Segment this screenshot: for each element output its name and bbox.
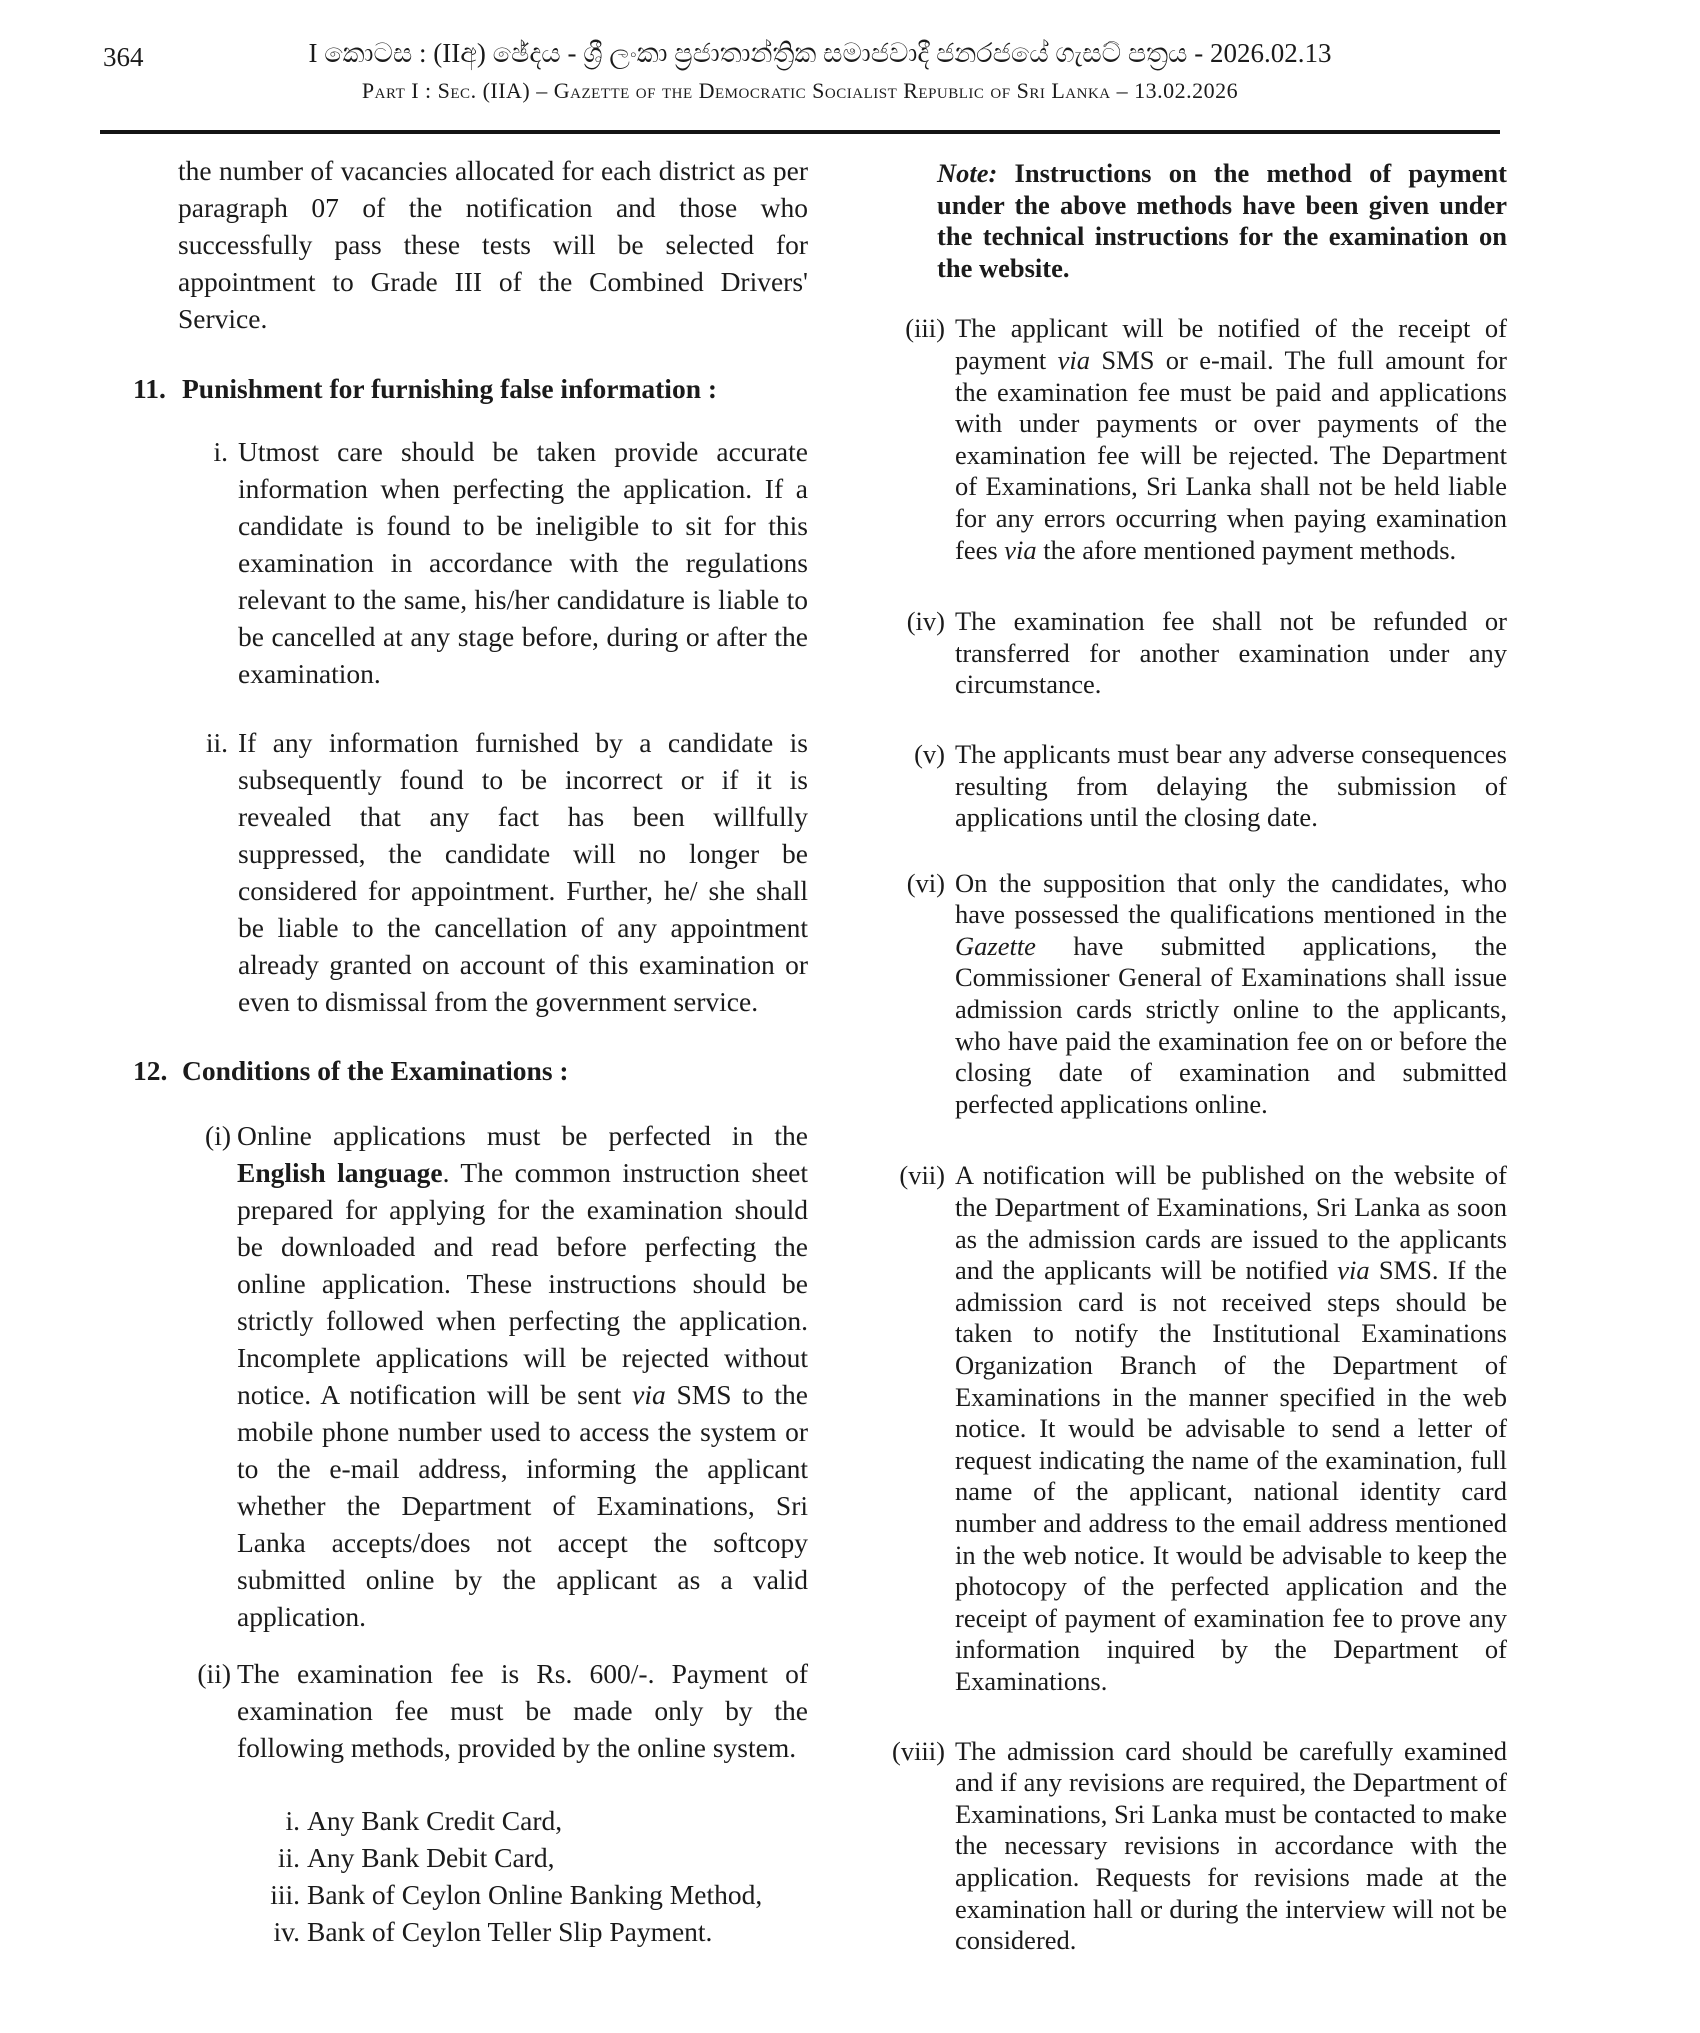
list-item: [133, 1913, 808, 1950]
list-item: [133, 1876, 808, 1913]
list-item: [133, 433, 808, 692]
header-sinhala: I කොටස : (IIඅ) ඡේදය - ශ්‍රී ලංකා ප්‍රජාතාන්ත්‍රික සමාජවාදී ජනරජයේ ගැසට් පත්‍රය - 2026.02.13: [308, 38, 1332, 68]
left-column: [133, 152, 808, 1950]
list-item: [880, 739, 1507, 834]
item-text: Online applications must be perfected in the English language. The common instruction sheet prepared for applying for the examination should be downloaded and read before perfecting the online application. These instructions should be strictly followed when perfecting the application. Incomplete applications will be rejected without notice. A notification will be sent via SMS to the mobile phone number used to access the system or to the e-mail address, informing the applicant whether the Department of Examinations, Sri Lanka accepts/does not accept the softcopy submitted online by the applicant as a valid application.: [237, 1120, 808, 1632]
item-text: Bank of Ceylon Online Banking Method,: [307, 1879, 763, 1910]
item-text: On the supposition that only the candidates, who have possessed the qualifications mentioned in the Gazette have submitted applications, the Commissioner General of Examinations shall issue admission cards strictly online to the applicants, who have paid the examination fee on or before the closing date of examination and submitted perfected applications online.: [955, 867, 1507, 1119]
section-12-number: 12.: [133, 1055, 168, 1086]
list-item: [880, 606, 1507, 701]
list-item: [133, 724, 808, 1020]
item-label: i.: [285, 1805, 300, 1836]
list-item: [133, 1655, 808, 1766]
section-11-number: 11.: [133, 373, 166, 404]
list-item: [880, 313, 1507, 566]
item-text: Any Bank Debit Card,: [307, 1842, 555, 1873]
page-number: 364: [103, 42, 144, 72]
item-label: (iii): [905, 313, 945, 344]
list-item: [880, 868, 1507, 1121]
list-item: [133, 1839, 808, 1876]
item-label: (i): [205, 1120, 231, 1151]
item-label: ii.: [205, 727, 228, 758]
section-12-heading: [133, 1052, 808, 1089]
item-text: Utmost care should be taken provide accurate information when perfecting the application. If a candidate is found to be ineligible to sit for this examination in accordance with the regulations relevant to the same, his/her candidature is liable to be cancelled at any stage before, during or after the examination.: [238, 436, 808, 689]
right-column: [880, 158, 1507, 1957]
item-label: (vii): [899, 1160, 945, 1191]
list-item: [133, 1802, 808, 1839]
item-label: (iv): [906, 606, 945, 637]
item-text: Any Bank Credit Card,: [307, 1805, 563, 1836]
payment-methods-list: [133, 1802, 808, 1950]
item-text: The examination fee shall not be refunded or transferred for another examination under any circumstance.: [955, 606, 1507, 700]
item-label: (ii): [197, 1658, 231, 1689]
list-item: [880, 1736, 1507, 1957]
item-label: iv.: [273, 1916, 300, 1947]
note-paragraph: Note: Instructions on the method of payment under the above methods have been given under the technical instructions for the examination on the website.: [937, 158, 1507, 283]
intro-paragraph: the number of vacancies allocated for each district as per paragraph 07 of the notification and those who successfully pass these tests will be selected for appointment to Grade III of the Combined Drivers' Service.: [178, 155, 808, 334]
header-english: Part I : Sec. (IIA) – Gazette of the Democratic Socialist Republic of Sri Lanka – 13.02.2026: [361, 78, 1239, 103]
item-label: (viii): [892, 1735, 945, 1766]
item-label: ii.: [277, 1842, 300, 1873]
item-text: The examination fee is Rs. 600/-. Payment of examination fee must be made only by the following methods, provided by the online system.: [237, 1658, 808, 1763]
item-text: Bank of Ceylon Teller Slip Payment.: [307, 1916, 713, 1947]
item-text: The admission card should be carefully examined and if any revisions are required, the Department of Examinations, Sri Lanka must be contacted to make the necessary revisions in accordance with the application. Requests for revisions made at the examination hall or during the interview will not be considered.: [955, 1735, 1507, 1956]
section-12-title: Conditions of the Examinations :: [182, 1055, 569, 1086]
item-label: iii.: [270, 1879, 300, 1910]
header-rule: [100, 130, 1500, 134]
item-label: (v): [914, 738, 945, 769]
item-text: If any information furnished by a candidate is subsequently found to be incorrect or if it is revealed that any fact has been willfully suppressed, the candidate will no longer be considered for appointment. Further, he/ she shall be liable to the cancellation of any appointment already granted on account of this examination or even to dismissal from the government service.: [238, 727, 808, 1017]
list-item: [133, 1117, 808, 1635]
list-item: [880, 1160, 1507, 1697]
item-text: A notification will be published on the website of the Department of Examinations, Sri Lanka as soon as the admission cards are issued to the applicants and the applicants will be notified via SMS. If the admission card is not received steps should be taken to notify the Institutional Examinations Organization Branch of the Department of Examinations in the manner specified in the web notice. It would be advisable to send a letter of request indicating the name of the examination, full name of the applicant, national identity card number and address to the email address mentioned in the web notice. It would be advisable to keep the photocopy of the perfected application and the receipt of payment of examination fee to prove any information inquired by the Department of Examinations.: [955, 1160, 1507, 1696]
item-label: i.: [213, 436, 228, 467]
section-11-title: Punishment for furnishing false information :: [182, 373, 718, 404]
item-label: (vi): [906, 867, 945, 898]
item-text: The applicants must bear any adverse consequences resulting from delaying the submission of applications until the closing date.: [955, 738, 1507, 833]
section-11-heading: [133, 370, 808, 407]
item-text: The applicant will be notified of the receipt of payment via SMS or e-mail. The full amount for the examination fee must be paid and applications with under payments or over payments of the examination fee will be rejected. The Department of Examinations, Sri Lanka shall not be held liable for any errors occurring when paying examination fees via the afore mentioned payment methods.: [955, 313, 1507, 565]
